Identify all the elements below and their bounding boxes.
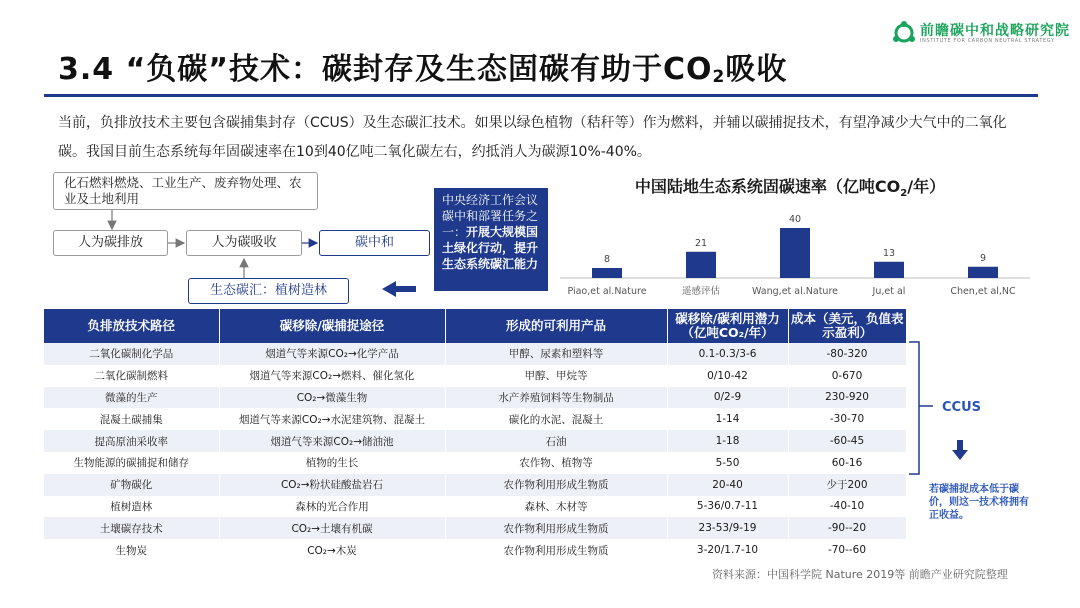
table-cell: -70--60	[788, 539, 906, 561]
x-tick-label: Piao,et al.Nature	[567, 286, 647, 297]
table-cell: 二氧化碳制化学品	[44, 343, 219, 365]
x-tick-label: Ju,et al	[872, 286, 906, 297]
ccus-label: CCUS	[942, 400, 981, 415]
table-row	[44, 343, 906, 365]
table-cell: 0/10-42	[667, 365, 788, 387]
table-header-cell: 形成的可利用产品	[445, 309, 667, 343]
bar	[780, 228, 810, 278]
carbon-source-box: 化石燃料燃烧、工业生产、废弃物处理、农业及土地利用	[53, 172, 318, 210]
table-cell: 3-20/1.7-10	[667, 539, 788, 561]
table-cell: 烟道气等来源CO₂→水泥建筑物、混凝土	[219, 408, 445, 430]
table-cell: CO₂→粉状硅酸盐岩石	[219, 474, 445, 496]
table-cell: 提高原油采收率	[44, 430, 219, 452]
table-cell: 碳化的水泥、混凝土	[445, 408, 667, 430]
table-row	[44, 474, 906, 496]
arrow-policy-head	[382, 281, 396, 297]
table-cell: 0/2-9	[667, 387, 788, 409]
chart-title-main: 中国陆地生态系统固碳速率（亿吨CO	[634, 177, 901, 196]
absorption-box: 人为碳吸收	[186, 230, 302, 256]
chart-title-tail: /年）	[907, 177, 946, 196]
table-cell: 植物的生长	[219, 452, 445, 474]
bar-value-label: 9	[979, 252, 987, 264]
table-cell: 1-18	[667, 430, 788, 452]
table-cell: 农作物利用形成生物质	[445, 517, 667, 539]
logo-mark-icon	[892, 21, 916, 45]
title-divider	[44, 94, 1038, 97]
table-cell: CO₂→木炭	[219, 539, 445, 561]
table-cell: 5-36/0.7-11	[667, 496, 788, 518]
table-cell: 烟道气等来源CO₂→储油池	[219, 430, 445, 452]
bar-value-label: 21	[694, 237, 708, 249]
table-cell: 水产养殖饲料等生物制品	[445, 387, 667, 409]
table-cell: 生物炭	[44, 539, 219, 561]
table-cell: CO₂→土壤有机碳	[219, 517, 445, 539]
chart-title	[560, 174, 1020, 199]
table-cell: 石油	[445, 430, 667, 452]
table-cell: 甲醇、甲烷等	[445, 365, 667, 387]
table-cell: 森林的光合作用	[219, 496, 445, 518]
table-row	[44, 496, 906, 518]
table-cell: 二氧化碳制燃料	[44, 365, 219, 387]
table-cell: 植树造林	[44, 496, 219, 518]
x-tick-label: Chen,et al,NC	[950, 286, 1016, 297]
page-title-tail: 吸收	[725, 52, 788, 87]
emission-box: 人为碳排放	[53, 230, 168, 256]
down-arrow-icon	[952, 440, 968, 460]
logo-name: 前瞻碳中和战略研究院	[920, 23, 1070, 39]
x-tick-label: 遥感评估	[681, 286, 721, 297]
table-cell: CO₂→微藻生物	[219, 387, 445, 409]
page-title	[58, 44, 787, 88]
table-cell: -80-320	[788, 343, 906, 365]
x-tick-label: Wang,et al.Nature	[752, 286, 838, 297]
table-row	[44, 452, 906, 474]
table-cell: 烟道气等来源CO₂→燃料、催化氢化	[219, 365, 445, 387]
table-cell: 混凝土碳捕集	[44, 408, 219, 430]
table-cell: 5-50	[667, 452, 788, 474]
table-header-row	[44, 309, 906, 343]
policy-callout	[434, 188, 548, 291]
table-cell: -40-10	[788, 496, 906, 518]
bar	[874, 262, 904, 278]
chart-title-subscript: 2	[900, 188, 908, 200]
table-cell: 20-40	[667, 474, 788, 496]
table-cell: 230-920	[788, 387, 906, 409]
policy-highlight: 开展大规模国土绿化行动，提升生态系统碳汇能力	[442, 225, 539, 271]
table-cell: -90--20	[788, 517, 906, 539]
table-header-cell: 负排放技术路径	[44, 309, 219, 343]
table-cell: -60-45	[788, 430, 906, 452]
table-cell: 1-14	[667, 408, 788, 430]
table-cell: 少于200	[788, 474, 906, 496]
source-note: 资料来源：中国科学院 Nature 2019等 前瞻产业研究院整理	[712, 568, 1008, 581]
table-header-cell: 碳移除/碳利用潜力（亿吨CO₂/年）	[667, 309, 788, 343]
table-row	[44, 408, 906, 430]
table-cell: 23-53/9-19	[667, 517, 788, 539]
ecological-sink-box: 生态碳汇：植树造林	[188, 278, 349, 304]
table-header-cell: 碳移除/碳捕捉途径	[219, 309, 445, 343]
bar	[968, 267, 998, 278]
table-cell: 农作物利用形成生物质	[445, 539, 667, 561]
table-cell: 生物能源的碳捕捉和储存	[44, 452, 219, 474]
page-title-main: 3.4 “负碳”技术：碳封存及生态固碳有助于CO	[58, 52, 713, 87]
table-header-cell: 成本（美元，负值表示盈利）	[788, 309, 906, 343]
table-row	[44, 365, 906, 387]
logo	[892, 18, 1070, 48]
table-cell: 0.1-0.3/3-6	[667, 343, 788, 365]
table-row	[44, 430, 906, 452]
intro-paragraph: 当前，负排放技术主要包含碳捕集封存（CCUS）及生态碳汇技术。如果以绿色植物（秸秆等）作为燃料，并辅以碳捕捉技术，有望净减少大气中的二氧化碳。我国目前生态系统每年固碳速率在10到40亿吨二氧化碳左右，约抵消人为碳源10%-40%。	[58, 115, 1007, 160]
table-cell: 烟道气等来源CO₂→化学产品	[219, 343, 445, 365]
table-row	[44, 539, 906, 561]
bar-value-label: 13	[882, 247, 896, 259]
bar-value-label: 40	[788, 214, 802, 225]
bar	[592, 268, 622, 278]
table-cell: 矿物碳化	[44, 474, 219, 496]
negative-emission-table	[44, 309, 907, 561]
bar	[686, 252, 716, 278]
ccus-bracket	[905, 340, 935, 476]
table-cell: 土壤碳存技术	[44, 517, 219, 539]
table-cell: -30-70	[788, 408, 906, 430]
ccus-note: 若碳捕捉成本低于碳价，则这一技术将拥有正收益。	[929, 484, 1029, 521]
table-cell: 60-16	[788, 452, 906, 474]
carbon-neutral-box: 碳中和	[319, 230, 430, 256]
table-cell: 甲醇、尿素和塑料等	[445, 343, 667, 365]
table-row	[44, 387, 906, 409]
table-cell: 微藻的生产	[44, 387, 219, 409]
table-cell: 农作物利用形成生物质	[445, 474, 667, 496]
table-cell: 0-670	[788, 365, 906, 387]
page-title-subscript: 2	[712, 67, 726, 87]
table-body	[44, 343, 906, 561]
bar-value-label: 8	[603, 254, 611, 265]
table-cell: 森林、木材等	[445, 496, 667, 518]
table-row	[44, 517, 906, 539]
policy-prefix: 中央经济工作会议碳中和部署任务之一：	[442, 193, 539, 239]
logo-subtitle: INSTITUTE FOR CARBON NEUTRAL STRATEGY	[920, 38, 1055, 44]
bar-chart	[560, 200, 1030, 305]
table-cell: 农作物、植物等	[445, 452, 667, 474]
